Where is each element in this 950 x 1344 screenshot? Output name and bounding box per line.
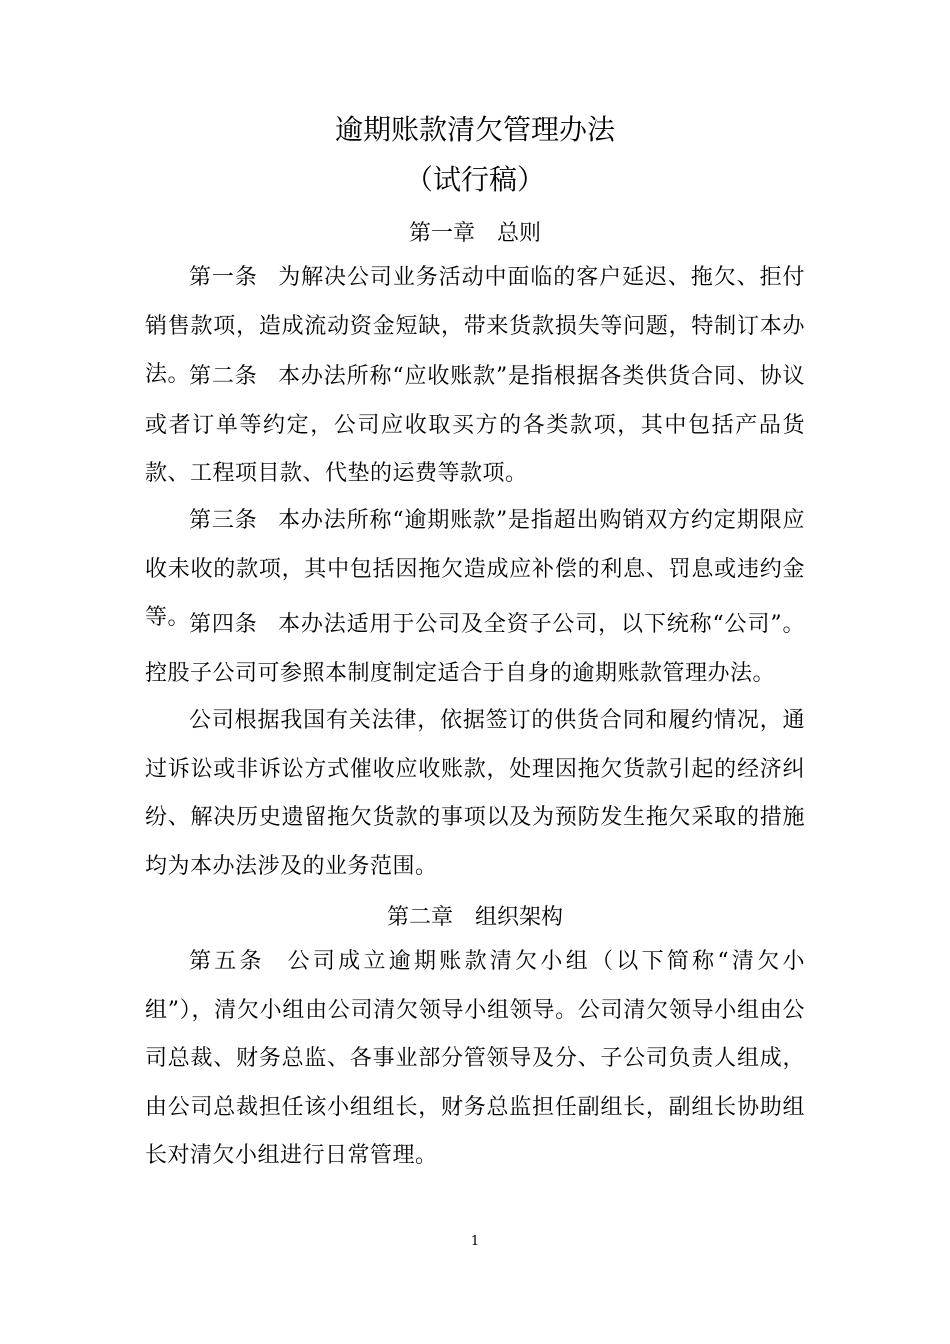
article-label: 第三条: [189, 508, 258, 533]
document-title: 逾期账款清欠管理办法: [334, 113, 615, 146]
scope-paragraph: 公司根据我国有关法律，依据签订的供货合同和履约情况，通过诉讼或非诉讼方式催收应收账款，处理因拖欠货款引起的经济纠纷、解决历史遗留拖欠货款的事项以及为预防发生拖欠采取的措施均为本办法涉及的业务范围。: [145, 708, 805, 879]
document-subtitle: （试行稿）: [404, 163, 545, 196]
chapter-heading-1: 第一章 总则: [408, 221, 541, 246]
article-text: 本办法所称“应收账款”是指根据各类供货合同、协议或者订单等约定，公司应收取买方的各类款项，其中包括产品货款、工程项目款、代垫的运费等款项。: [145, 364, 805, 486]
article-text: 为解决公司业务活动中面临的客户延迟、拖欠、拒付销售款项，造成流动资金短缺，带来货款损失等问题，特制订本办法。: [145, 265, 805, 387]
article-5: [145, 938, 805, 1181]
article-4: [145, 601, 805, 698]
article-2: [145, 353, 805, 499]
article-text: 公司成立逾期账款清欠小组（以下简称“清欠小组”），清欠小组由公司清欠领导小组领导。公司清欠领导小组由公司总裁、财务总监、各事业部分管领导及分、子公司负责人组成，由公司总裁担任该小组组长，财务总监担任副组长，副组长协助组长对清欠小组进行日常管理。: [145, 949, 805, 1168]
article-text: 本办法适用于公司及全资子公司，以下统称“公司”。控股子公司可参照本制度制定适合于自身的逾期账款管理办法。: [145, 612, 805, 686]
article-label: 第一条: [189, 265, 258, 290]
article-label: 第二条: [189, 364, 258, 389]
article-text: 本办法所称“逾期账款”是指超出购销双方约定期限应收未收的款项，其中包括因拖欠造成应补偿的利息、罚息或违约金等。: [145, 508, 805, 630]
page-number: 1: [470, 1234, 480, 1249]
article-label: 第四条: [189, 612, 258, 637]
chapter-heading-2: 第二章 组织架构: [386, 905, 563, 930]
article-label: 第五条: [189, 949, 265, 974]
